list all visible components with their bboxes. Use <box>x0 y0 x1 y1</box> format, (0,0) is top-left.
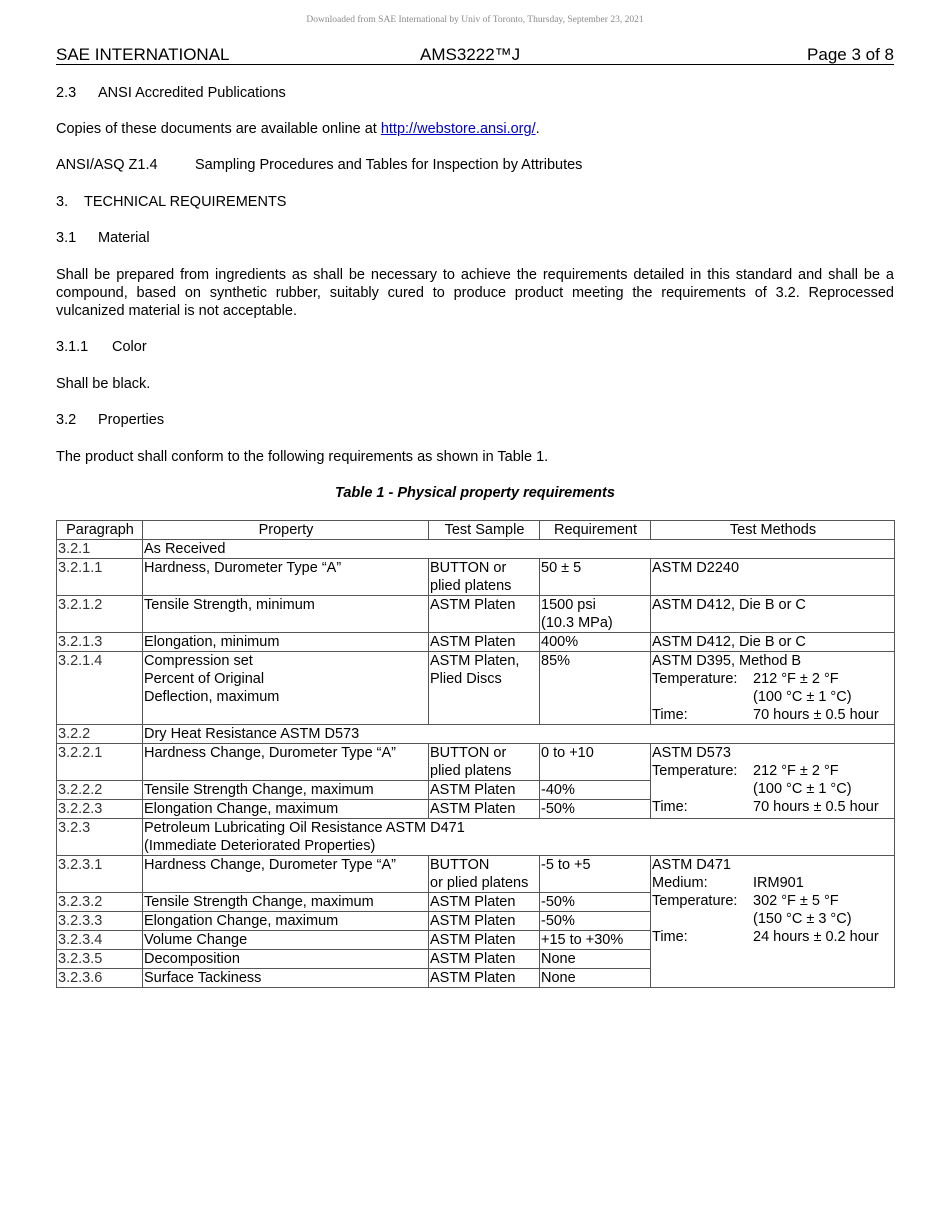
method-name: ASTM D573 <box>652 745 731 761</box>
header-document-number: AMS3222™J <box>420 45 521 64</box>
paragraph-cell: 3.2.3.5 <box>57 950 143 969</box>
paragraph-cell: 3.2.3.2 <box>57 893 143 912</box>
requirement-cell: -50% <box>540 800 651 819</box>
property-cell: Tensile Strength Change, maximum <box>143 893 429 912</box>
sample-line: Plied Discs <box>430 671 502 687</box>
property-cell: Volume Change <box>143 931 429 950</box>
property-cell: Tensile Strength Change, maximum <box>143 781 429 800</box>
section-title: Material <box>98 230 150 246</box>
section-3-1-1-heading <box>56 338 894 356</box>
table-row <box>57 652 895 725</box>
time-value: 70 hours ± 0.5 hour <box>753 799 879 815</box>
property-cell: Hardness Change, Durometer Type “A” <box>143 856 429 893</box>
medium-value: IRM901 <box>753 875 804 891</box>
property-cell: Hardness Change, Durometer Type “A” <box>143 744 429 781</box>
download-watermark: Downloaded from SAE International by Univ of Toronto, Thursday, September 23, 2021 <box>306 15 644 25</box>
copies-end: . <box>535 121 540 137</box>
group-title-cell: Dry Heat Resistance ASTM D573 <box>143 725 895 744</box>
table-row <box>57 856 895 893</box>
group-title-cell <box>143 819 895 856</box>
temperature-metric: (150 °C ± 3 °C) <box>753 911 852 927</box>
property-line: Percent of Original <box>144 671 265 687</box>
temperature-metric: (100 °C ± 1 °C) <box>753 689 852 705</box>
time-label: Time: <box>652 799 688 815</box>
page-header <box>56 45 894 65</box>
header-property: Property <box>143 521 429 540</box>
sample-line: ASTM Platen, <box>430 653 520 669</box>
test-method-cell: ASTM D412, Die B or C <box>651 633 895 652</box>
property-cell <box>143 652 429 725</box>
medium-label: Medium: <box>652 875 708 891</box>
property-cell: Tensile Strength, minimum <box>143 596 429 633</box>
section-number: 3.2 <box>56 412 77 428</box>
copies-text: Copies of these documents are available online at <box>56 121 381 137</box>
section-title: Properties <box>98 412 165 428</box>
paragraph-cell: 3.2.1.3 <box>57 633 143 652</box>
test-sample-cell: ASTM Platen <box>429 912 540 931</box>
test-sample-cell: ASTM Platen <box>429 893 540 912</box>
physical-properties-table <box>56 520 895 988</box>
sample-line: plied platens <box>430 578 512 594</box>
group-title-cell: As Received <box>143 540 895 559</box>
temperature-label: Temperature: <box>652 671 738 687</box>
table-group-row <box>57 819 895 856</box>
time-label: Time: <box>652 929 688 945</box>
test-sample-cell: ASTM Platen <box>429 781 540 800</box>
material-paragraph: Shall be prepared from ingredients as shall be necessary to achieve the requirements detailed in this standard and shall be a compound, based on synthetic rubber, suitably cured to produce product meeting the requirements of 3.2. Reprocessed vulcanized material is not acceptable. <box>56 267 894 319</box>
sample-line: BUTTON <box>430 857 490 873</box>
requirement-cell: +15 to +30% <box>540 931 651 950</box>
group-title-line: Petroleum Lubricating Oil Resistance ASTM D471 <box>144 820 465 836</box>
property-cell: Elongation Change, maximum <box>143 800 429 819</box>
section-title: TECHNICAL REQUIREMENTS <box>84 194 287 210</box>
properties-paragraph: The product shall conform to the following requirements as shown in Table 1. <box>56 449 549 465</box>
requirement-cell: -5 to +5 <box>540 856 651 893</box>
test-method-cell <box>651 744 895 819</box>
test-sample-cell <box>429 744 540 781</box>
color-paragraph: Shall be black. <box>56 376 151 392</box>
section-number: 3.1.1 <box>56 339 89 355</box>
table-group-row <box>57 725 895 744</box>
sample-line: BUTTON or <box>430 560 507 576</box>
time-label: Time: <box>652 707 688 723</box>
paragraph-cell: 3.2.2.2 <box>57 781 143 800</box>
paragraph-cell: 3.2.3.4 <box>57 931 143 950</box>
test-method-cell <box>651 652 895 725</box>
temperature-value: 212 °F ± 2 °F <box>753 671 839 687</box>
method-name: ASTM D395, Method B <box>652 653 802 669</box>
header-page-number: Page 3 of 8 <box>807 45 894 64</box>
section-3-heading <box>56 193 894 211</box>
requirement-cell: 50 ± 5 <box>540 559 651 596</box>
test-sample-cell <box>429 652 540 725</box>
test-sample-cell: ASTM Platen <box>429 969 540 988</box>
requirement-cell: None <box>540 969 651 988</box>
paragraph-cell: 3.2.1.4 <box>57 652 143 725</box>
property-cell: Decomposition <box>143 950 429 969</box>
requirement-cell: -40% <box>540 781 651 800</box>
requirement-cell: 400% <box>540 633 651 652</box>
sample-line: or plied platens <box>430 875 529 891</box>
ansi-code: ANSI/ASQ Z1.4 <box>56 157 158 173</box>
table-row <box>57 596 895 633</box>
temperature-value: 302 °F ± 5 °F <box>753 893 839 909</box>
temperature-metric: (100 °C ± 1 °C) <box>753 781 852 797</box>
paragraph-cell: 3.2.1.2 <box>57 596 143 633</box>
paragraph-cell: 3.2.2 <box>57 725 143 744</box>
requirement-cell: -50% <box>540 893 651 912</box>
paragraph-cell: 3.2.3.3 <box>57 912 143 931</box>
method-name: ASTM D471 <box>652 857 731 873</box>
test-method-cell <box>651 856 895 988</box>
test-sample-cell: ASTM Platen <box>429 800 540 819</box>
paragraph-cell: 3.2.1 <box>57 540 143 559</box>
paragraph-cell: 3.2.3 <box>57 819 143 856</box>
requirement-cell: -50% <box>540 912 651 931</box>
test-sample-cell <box>429 559 540 596</box>
paragraph-cell: 3.2.3.6 <box>57 969 143 988</box>
section-number: 3.1 <box>56 230 77 246</box>
property-line: Compression set <box>144 653 253 669</box>
section-title: Color <box>112 339 147 355</box>
test-sample-cell <box>429 856 540 893</box>
table-header-row <box>57 521 895 540</box>
test-method-cell: ASTM D412, Die B or C <box>651 596 895 633</box>
ansi-title: Sampling Procedures and Tables for Inspection by Attributes <box>195 157 583 173</box>
property-cell: Elongation Change, maximum <box>143 912 429 931</box>
requirement-cell: 0 to +10 <box>540 744 651 781</box>
header-test-sample: Test Sample <box>429 521 540 540</box>
test-sample-cell: ASTM Platen <box>429 596 540 633</box>
copies-paragraph <box>56 120 894 138</box>
header-organization: SAE INTERNATIONAL <box>56 45 230 64</box>
paragraph-cell: 3.2.1.1 <box>57 559 143 596</box>
property-cell: Elongation, minimum <box>143 633 429 652</box>
table-group-row <box>57 540 895 559</box>
section-number: 2.3 <box>56 85 77 101</box>
requirement-cell: 85% <box>540 652 651 725</box>
sample-line: plied platens <box>430 763 512 779</box>
section-number: 3. <box>56 194 69 210</box>
time-value: 24 hours ± 0.2 hour <box>753 929 879 945</box>
requirement-line: 1500 psi <box>541 597 596 613</box>
section-2-3-heading <box>56 84 894 102</box>
table-row <box>57 744 895 781</box>
table-caption: Table 1 - Physical property requirements <box>335 485 615 501</box>
section-3-2-heading <box>56 411 894 429</box>
section-title: ANSI Accredited Publications <box>98 85 286 101</box>
ansi-reference <box>56 156 894 174</box>
temperature-label: Temperature: <box>652 893 738 909</box>
table-row <box>57 633 895 652</box>
section-3-1-heading <box>56 229 894 247</box>
requirement-line: (10.3 MPa) <box>541 615 613 631</box>
header-test-methods: Test Methods <box>651 521 895 540</box>
paragraph-cell: 3.2.3.1 <box>57 856 143 893</box>
table-row <box>57 559 895 596</box>
temperature-label: Temperature: <box>652 763 738 779</box>
header-requirement: Requirement <box>540 521 651 540</box>
time-value: 70 hours ± 0.5 hour <box>753 707 879 723</box>
paragraph-cell: 3.2.2.1 <box>57 744 143 781</box>
ansi-webstore-link[interactable]: http://webstore.ansi.org/ <box>380 121 536 137</box>
sample-line: BUTTON or <box>430 745 507 761</box>
paragraph-cell: 3.2.2.3 <box>57 800 143 819</box>
header-paragraph: Paragraph <box>57 521 143 540</box>
temperature-value: 212 °F ± 2 °F <box>753 763 839 779</box>
test-sample-cell: ASTM Platen <box>429 931 540 950</box>
test-method-cell: ASTM D2240 <box>651 559 895 596</box>
test-sample-cell: ASTM Platen <box>429 950 540 969</box>
requirement-cell <box>540 596 651 633</box>
requirement-cell: None <box>540 950 651 969</box>
group-title-line: (Immediate Deteriorated Properties) <box>144 838 376 854</box>
test-sample-cell: ASTM Platen <box>429 633 540 652</box>
property-cell: Hardness, Durometer Type “A” <box>143 559 429 596</box>
property-cell: Surface Tackiness <box>143 969 429 988</box>
property-line: Deflection, maximum <box>144 689 280 705</box>
